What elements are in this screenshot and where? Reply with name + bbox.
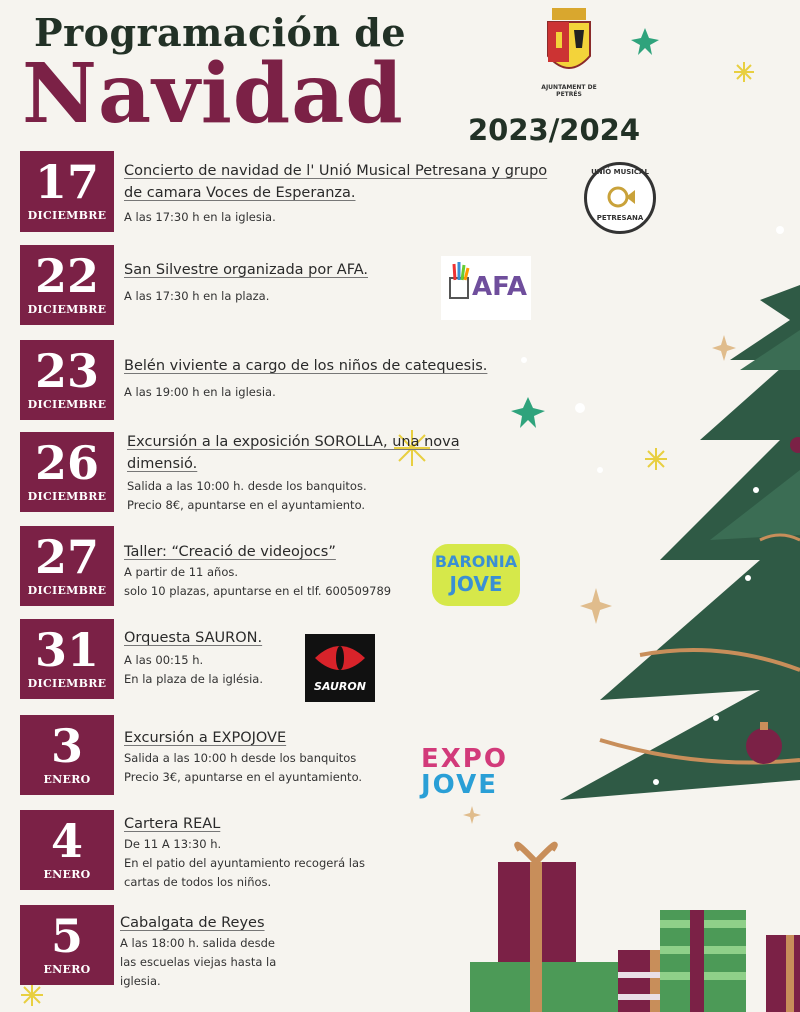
date-box-4 — [20, 810, 114, 890]
event-detail: las escuelas viejas hasta la — [120, 955, 277, 969]
gifts-icon — [470, 845, 800, 1012]
date-month: DICIEMBRE — [27, 209, 107, 222]
date-box-22 — [20, 245, 114, 325]
christmas-tree-icon — [560, 285, 800, 800]
event-23 — [124, 355, 487, 402]
unio-logo-bottom-text: PETRESANA — [596, 214, 644, 222]
date-day: 3 — [50, 719, 83, 773]
event-title: Taller: “Creació de videojocs” — [124, 544, 336, 560]
afa-logo-text: AFA — [472, 272, 528, 302]
event-27 — [124, 541, 391, 601]
date-month: DICIEMBRE — [27, 303, 107, 316]
date-day: 17 — [34, 155, 99, 209]
event-title: Cabalgata de Reyes — [120, 915, 265, 931]
event-title: San Silvestre organizada por AFA. — [124, 262, 368, 278]
date-month: DICIEMBRE — [27, 584, 107, 597]
pencils-icon — [446, 262, 474, 302]
event-detail: A partir de 11 años. — [124, 565, 239, 579]
date-box-26 — [20, 432, 114, 512]
event-detail: Salida a las 10:00 h. desde los banquitos. — [127, 479, 367, 493]
date-month: ENERO — [43, 773, 91, 786]
event-detail: A las 19:00 h en la iglesia. — [124, 385, 276, 399]
event-detail: Salida a las 10:00 h desde los banquitos — [124, 751, 357, 765]
event-detail: solo 10 plazas, apuntarse en el tlf. 600509789 — [124, 584, 392, 598]
event-detail: De 11 A 13:30 h. — [124, 837, 222, 851]
crest-label: AJUNTAMENT DE PETRÉS — [541, 84, 597, 98]
event-detail: Precio 3€, apuntarse en el ayuntamiento. — [124, 770, 363, 784]
event-title: Concierto de navidad de l' Unió Musical Petresana y grupo — [124, 163, 548, 179]
date-day: 5 — [50, 909, 83, 963]
date-day: 4 — [50, 814, 83, 868]
event-detail: A las 17:30 h en la iglesia. — [124, 210, 276, 224]
date-box-17 — [20, 151, 114, 232]
expojove-logo-top: EXPO — [421, 744, 508, 774]
event-title: Belén viviente a cargo de los niños de catequesis. — [124, 358, 488, 374]
event-4 — [124, 813, 365, 892]
date-day: 23 — [34, 344, 99, 398]
date-day: 22 — [34, 249, 99, 303]
date-month: ENERO — [43, 963, 91, 976]
event-3 — [124, 727, 362, 787]
date-box-27 — [20, 526, 114, 606]
event-detail: A las 18:00 h. salida desde — [120, 936, 275, 950]
eye-icon — [313, 640, 367, 676]
date-box-3 — [20, 715, 114, 795]
event-detail: cartas de todos los niños. — [124, 875, 272, 889]
event-22 — [124, 259, 368, 306]
date-day: 26 — [34, 436, 99, 490]
sauron-logo-text: SAURON — [314, 680, 366, 693]
date-day: 27 — [34, 530, 99, 584]
event-title: Cartera REAL — [124, 816, 221, 832]
event-detail: En la plaza de la iglésia. — [124, 672, 263, 686]
event-detail: A las 00:15 h. — [124, 653, 204, 667]
event-detail: iglesia. — [120, 974, 161, 988]
event-title: dimensió. — [127, 456, 198, 472]
page-title-main: Navidad — [22, 46, 404, 142]
event-26 — [127, 431, 460, 515]
unio-logo-top-text: UNIÓ MUSICAL — [591, 168, 649, 176]
jove-logo-text: JOVE — [449, 572, 503, 596]
event-title: Excursión a EXPOJOVE — [124, 730, 287, 746]
date-month: DICIEMBRE — [27, 677, 107, 690]
event-title: Orquesta SAURON. — [124, 630, 263, 646]
date-month: ENERO — [43, 868, 91, 881]
expojove-logo-bottom: JOVE — [421, 770, 498, 800]
event-detail: A las 17:30 h en la plaza. — [124, 289, 270, 303]
date-box-31 — [20, 619, 114, 699]
date-box-5 — [20, 905, 114, 985]
event-title: de camara Voces de Esperanza. — [124, 185, 356, 201]
date-month: DICIEMBRE — [27, 490, 107, 503]
date-month: DICIEMBRE — [27, 398, 107, 411]
event-title: Excursión a la exposición SOROLLA, una nova — [127, 434, 460, 450]
date-box-23 — [20, 340, 114, 420]
page-title-line1: Programación de — [34, 10, 407, 55]
date-day: 31 — [34, 623, 99, 677]
event-31 — [124, 627, 263, 689]
french-horn-icon — [604, 184, 636, 210]
event-5 — [120, 912, 276, 991]
event-detail: Precio 8€, apuntarse en el ayuntamiento. — [127, 498, 366, 512]
event-detail: En el patio del ayuntamiento recogerá las — [124, 856, 366, 870]
baronia-logo-text: BARONIA — [434, 552, 518, 571]
year-label: 2023/2024 — [468, 113, 641, 147]
event-17 — [124, 160, 547, 227]
